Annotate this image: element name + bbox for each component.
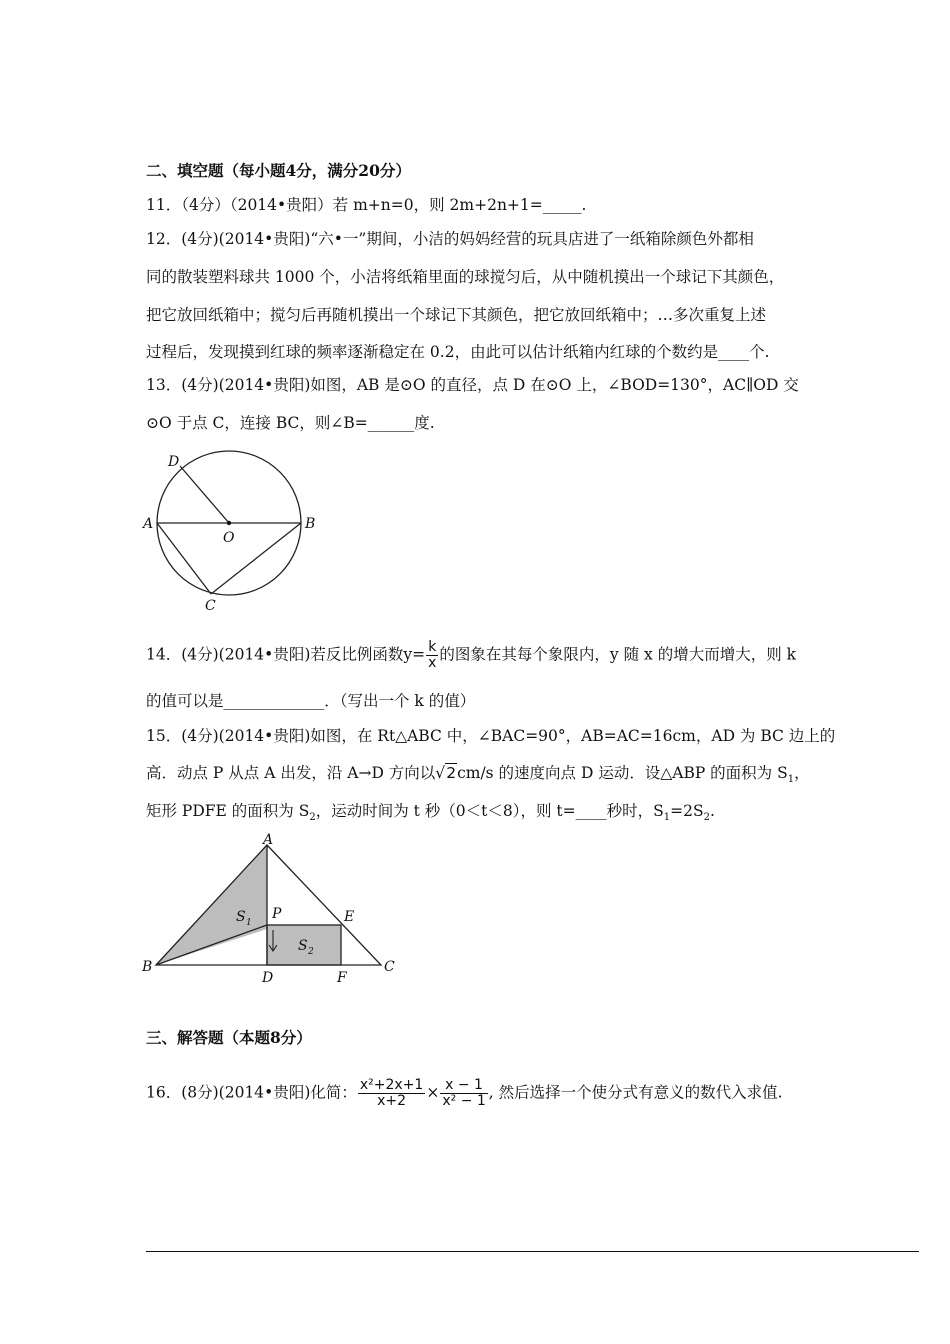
q16-after: , 然后选择一个使分式有意义的数代入求值. (488, 1083, 783, 1102)
q15-l2-before: 高．动点 P 从点 A 出发，沿 A→D 方向以 (146, 764, 436, 782)
q16-before: 16．(8分)(2014•贵阳)化简： (146, 1083, 357, 1102)
label-s2: S (298, 938, 308, 954)
label-b: B (305, 516, 316, 532)
q15-l2-after: cm/s 的速度向点 D 运动．设△ABP 的面积为 S (457, 764, 788, 782)
triangle-figure (138, 832, 403, 987)
q15-l3-before: 矩形 PDFE 的面积为 S (146, 802, 310, 820)
q15-l3-sub2b: 2 (703, 812, 710, 824)
q16-frac2-denominator: x² − 1 (442, 1093, 486, 1109)
label-f: F (337, 970, 347, 986)
q14-text-after: 的图象在其每个象限内，y 随 x 的增大而增大，则 k (439, 645, 797, 664)
sqrt-2: √2 (435, 764, 457, 782)
label-s2-sub: 2 (308, 947, 314, 957)
q16-frac1-numerator: x²+2x+1 (359, 1077, 424, 1093)
question-12-line-3: 把它放回纸箱中；搅匀后再随机摸出一个球记下其颜色，把它放回纸箱中；…多次重复上述 (146, 306, 767, 324)
q15-l3-sub1b: 1 (663, 812, 671, 824)
q14-frac-numerator: k (426, 640, 438, 656)
question-13-line-1: 13．(4分)(2014•贵阳)如图，AB 是⊙O 的直径，点 D 在⊙O 上，∠BOD=130°，AC∥OD 交 (146, 376, 799, 394)
question-14-line-2: 的值可以是_____________．（写出一个 k 的值） (146, 692, 476, 710)
footer-rule (146, 1251, 919, 1252)
section-2-heading: 二、填空题（每小题4分，满分20分） (146, 161, 411, 180)
q16-fraction-1 (358, 1078, 425, 1109)
label-o: O (223, 530, 235, 546)
question-16 (146, 1078, 783, 1109)
q15-l3-sub2: 2 (309, 812, 316, 824)
label-e: E (344, 909, 355, 925)
segment-od (180, 466, 229, 523)
question-14-line-1 (146, 640, 796, 671)
q15-l3-end: . (709, 802, 715, 820)
q15-l3-eq: =2S (670, 802, 704, 820)
question-12-line-1: 12．(4分)(2014•贵阳)“六•一”期间，小洁的妈妈经营的玩具店进了一纸箱除颜色外都相 (146, 230, 754, 248)
label-p: P (272, 906, 282, 922)
center-dot (227, 521, 231, 525)
q15-l2-end: ， (794, 764, 810, 782)
label-b2: B (142, 959, 153, 975)
label-c2: C (384, 959, 395, 975)
q14-y-equals: y= (403, 645, 426, 664)
q15-l3-mid: ，运动时间为 t 秒（0＜t＜8），则 t=____秒时，S (315, 802, 664, 820)
question-13-line-2: ⊙O 于点 C，连接 BC，则∠B=______度. (146, 414, 435, 432)
q16-frac2-numerator: x − 1 (440, 1078, 487, 1094)
q14-frac-denominator: x (428, 655, 437, 671)
q16-frac1-denominator: x+2 (377, 1093, 407, 1109)
question-15-line-2 (146, 762, 810, 791)
label-s1-sub: 1 (246, 918, 252, 928)
q14-fraction (426, 640, 438, 671)
question-15-line-3 (146, 800, 715, 829)
label-c: C (205, 598, 216, 614)
segment-ac (157, 523, 211, 594)
sqrt-radicand: 2 (446, 764, 457, 782)
q16-times: × (426, 1083, 440, 1102)
question-12-line-4: 过程后，发现摸到红球的频率逐渐稳定在 0.2，由此可以估计纸箱内红球的个数约是____个. (146, 343, 770, 361)
question-15-line-1: 15．(4分)(2014•贵阳)如图，在 Rt△ABC 中，∠BAC=90°，AB=AC=16cm，AD 为 BC 边上的 (146, 727, 836, 745)
q14-text-before: 14．(4分)(2014•贵阳)若反比例函数 (146, 645, 404, 664)
label-a2: A (263, 832, 274, 848)
q16-fraction-2 (440, 1078, 487, 1109)
q15-l2-sub1: 1 (787, 774, 795, 786)
question-11: 11．（4分）（2014•贵阳）若 m+n=0，则 2m+2n+1=_____. (146, 196, 587, 214)
question-12-line-2: 同的散装塑料球共 1000 个，小洁将纸箱里面的球搅匀后，从中随机摸出一个球记下其颜色， (146, 268, 785, 286)
circle-figure (140, 450, 325, 615)
label-s1: S (236, 909, 246, 925)
label-d: D (168, 454, 180, 470)
label-d2: D (262, 970, 274, 986)
section-3-heading: 三、解答题（本题8分） (146, 1028, 312, 1047)
label-a: A (143, 516, 154, 532)
